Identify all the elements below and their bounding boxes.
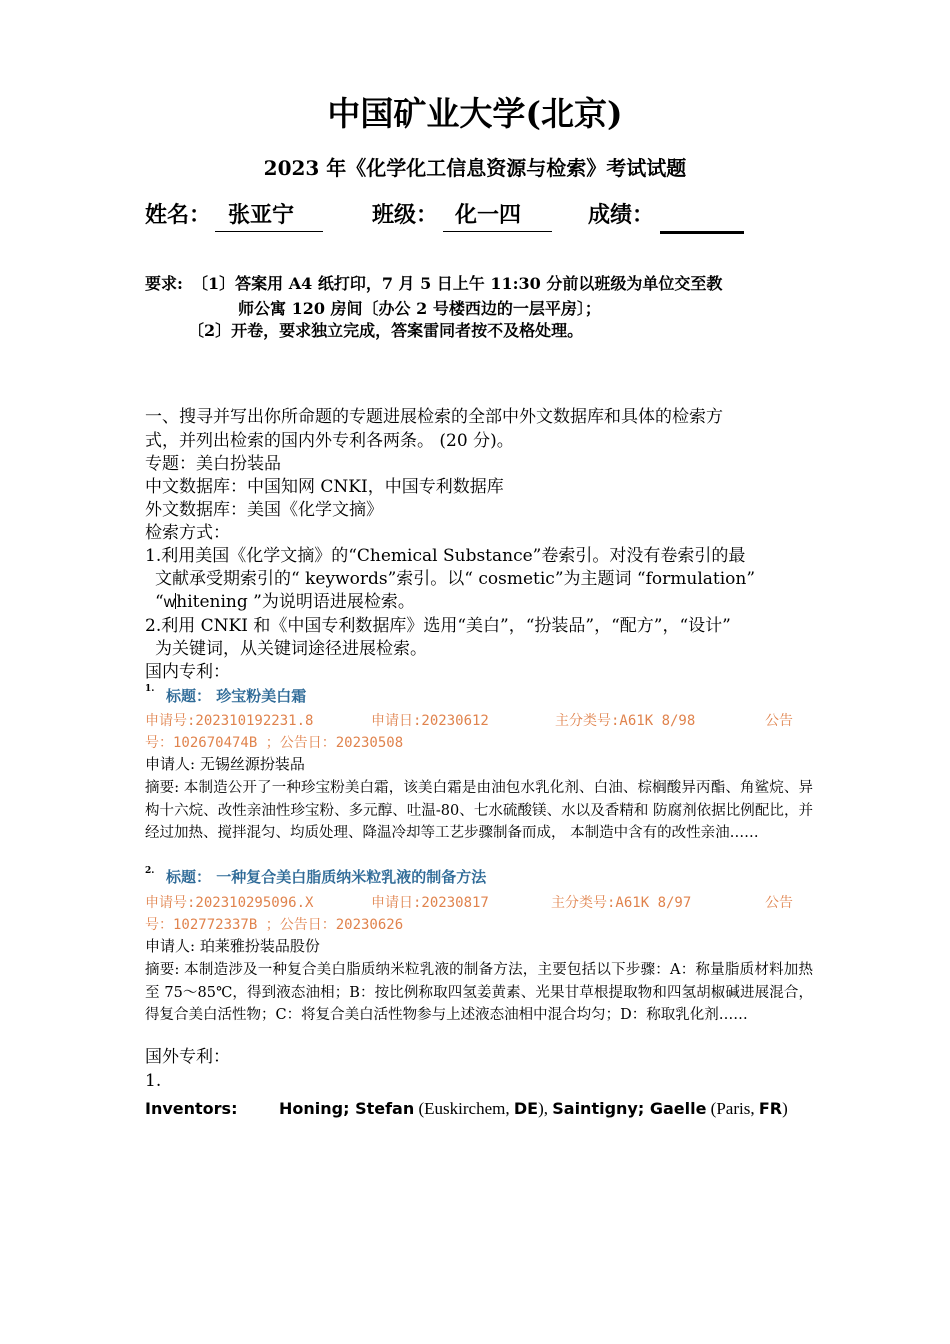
letter-w: w [163, 594, 176, 611]
topic: 专题：美白扮装品 [145, 454, 281, 474]
quote-open: “ [155, 592, 164, 612]
university-title: 中国矿业大学(北京) [327, 94, 623, 133]
foreign-patents-label: 国外专利： [145, 1047, 230, 1067]
method2-line1: 2.利用 CNKI 和《中国专利数据库》选用“美白”，“扮装品”，“配方”，“设计” [145, 616, 731, 636]
patent2-pub-label: 公告 [765, 895, 793, 911]
class-label: 班级： [372, 202, 439, 228]
method1-line2: 文献承受期索引的“ keywords”索引。以“ cosmetic”为主题词 “formulation” [155, 569, 756, 589]
foreign-item-number: 1. [145, 1071, 162, 1091]
requirement-2: 〔2〕开卷，要求独立完成，答案雷同者按不及格处理。 [188, 321, 584, 340]
patent1-app-date: 申请日:20230612 [371, 713, 489, 729]
inventors-label [145, 1099, 237, 1119]
method1-line1: 1.利用美国《化学文摘》的“Chemical Substance”卷索引。对没有卷索引的最 [145, 546, 746, 566]
inventor2-place-open: (Paris, [706, 1099, 759, 1118]
patent1-pub-line: 号：102670474B ；公告日：20230508 [145, 735, 404, 751]
inventor1-country: DE [513, 1099, 539, 1118]
patent1-main-class: 主分类号:A61K 8/98 [555, 713, 696, 729]
patent2-abstract: 摘要: 本制造涉及一种复合美白脂质纳米粒乳液的制备方法，主要包括以下步骤：A：称量脂质材料加热至 75～85℃，得到液态油相；B：按比例称取四氢姜黄素、光果甘草根提取物和四氢胡椒碱进展混合，得复合美白活性物；C：将复合美白活性物参与上述液态油相中混合均匀；D：称取乳化剂…… [145, 962, 813, 1023]
score-label: 成绩： [588, 202, 655, 228]
name-value: 张亚宁 [228, 202, 295, 228]
domestic-patents-label: 国内专利： [145, 662, 230, 682]
foreign-database: 外文数据库：美国《化学文摘》 [145, 500, 383, 520]
method1-line3 [155, 591, 415, 614]
exam-title: 2023 年《化学化工信息资源与检索》考试试题 [263, 156, 687, 180]
inventors-label-text: Inventors: [145, 1099, 238, 1118]
patent2-app-date: 申请日:20230817 [371, 895, 489, 911]
class-underline [443, 231, 552, 232]
patent1-number: 1. [145, 684, 155, 694]
patent2-main-class: 主分类号:A61K 8/97 [551, 895, 692, 911]
inventors-list [279, 1099, 788, 1119]
patent2-title: 标题： 一种复合美白脂质纳米粒乳液的制备方法 [166, 868, 487, 886]
name-label: 姓名： [145, 202, 212, 228]
method2-line2: 为关键词，从关键词途径进展检索。 [155, 639, 427, 659]
inventor1-name: Honing; Stefan [279, 1099, 415, 1118]
inventor1-place-close: ), [538, 1099, 553, 1118]
question-line2: 式，并列出检索的国内外专利各两条。 (20 分)。 [145, 431, 514, 451]
requirement-1-line1: 〔1〕答案用 A4 纸打印，7 月 5 日上午 11:30 分前以班级为单位交至教 [192, 274, 723, 293]
name-underline [215, 231, 323, 232]
search-method-label: 检索方式： [145, 523, 230, 543]
requirement-1-line2: 师公寓 120 房间〔办公 2 号楼西边的一层平房〕； [238, 299, 601, 318]
chinese-database: 中文数据库：中国知网 CNKI，中国专利数据库 [145, 477, 504, 497]
patent2-applicant: 申请人: 珀莱雅扮装品股份 [145, 937, 320, 955]
patent1-app-no: 申请号:202310192231.8 [145, 713, 314, 729]
patent1-abstract: 摘要: 本制造公开了一种珍宝粉美白霜，该美白霜是由油包水乳化剂、白油、棕榈酸异丙酯、角鲨烷、异构十六烷、改性亲油性珍宝粉、多元醇、吐温-80、七水硫酸镁、水以及香精和 防腐剂依据比例配比，并经过加热、搅拌混匀、均质处理、降温冷却等工艺步骤制备而成， 本制造中含有的改性亲油…… [145, 780, 813, 841]
patent1-title: 标题： 珍宝粉美白霜 [166, 687, 307, 705]
question-line1: 一、搜寻并写出你所命题的专题进展检索的全部中外文数据库和具体的检索方 [145, 407, 723, 427]
score-blank [660, 231, 744, 234]
inventor2-place-close: ) [782, 1099, 788, 1118]
inventor2-country: FR [758, 1099, 783, 1118]
inventor1-place-open: (Euskirchem, [414, 1099, 514, 1118]
class-value: 化一四 [455, 202, 522, 228]
patent2-number: 2. [145, 866, 155, 876]
inventor2-name: Saintigny; Gaelle [552, 1099, 707, 1118]
patent2-app-no: 申请号:202310295096.X [145, 895, 314, 911]
requirements-label: 要求: [145, 274, 183, 293]
method1-line3-rest: hitening ”为说明语进展检索。 [176, 592, 415, 612]
patent1-applicant: 申请人: 无锡丝源扮装品 [145, 755, 305, 773]
patent2-pub-line: 号：102772337B ；公告日：20230626 [145, 917, 404, 933]
patent1-pub-label: 公告 [765, 713, 793, 729]
